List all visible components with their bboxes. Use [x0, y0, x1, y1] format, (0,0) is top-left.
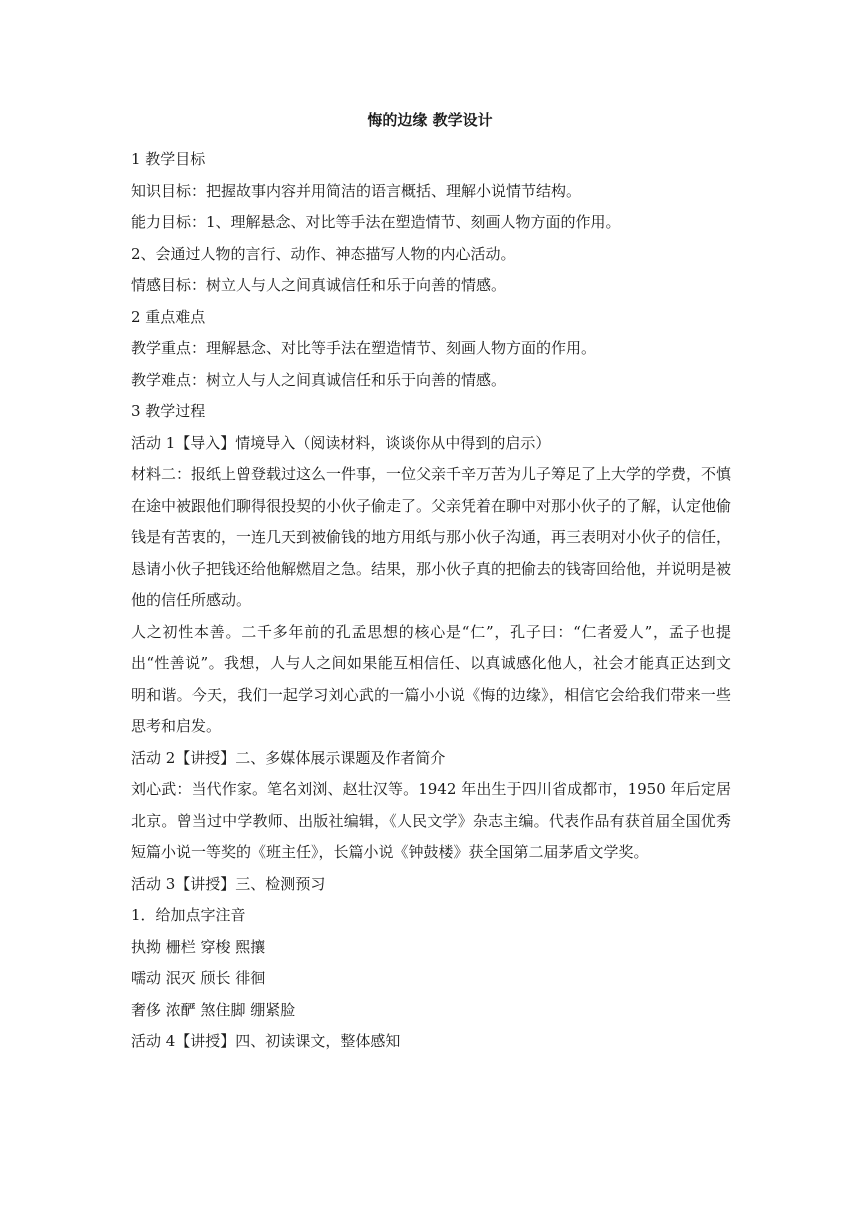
paragraph-knowledge-goal: 知识目标：把握故事内容并用简洁的语言概括、理解小说情节结构。 [131, 181, 582, 200]
word-list-row-1: 执拗 栅栏 穿梭 熙攘 [131, 937, 266, 956]
paragraph-difficulty: 教学难点：树立人与人之间真诚信任和乐于向善的情感。 [131, 370, 507, 389]
paragraph-emotion-goal: 情感目标：树立人与人之间真诚信任和乐于向善的情感。 [131, 276, 507, 294]
paragraph-ability-goal-1: 能力目标：1、理解悬念、对比等手法在塑造情节、刻画人物方面的作用。 [131, 213, 621, 231]
activity-4-heading: 活动 4【讲授】四、初读课文，整体感知 [131, 1032, 401, 1050]
section-heading-process: 3 教学过程 [131, 402, 206, 420]
section-heading-objectives: 1 教学目标 [131, 150, 206, 168]
document-title: 悔的边缘 教学设计 [367, 111, 493, 129]
activity-1-heading: 活动 1【导入】情境导入（阅读材料，谈谈你从中得到的启示） [131, 433, 551, 452]
section-heading-key-points: 2 重点难点 [131, 307, 206, 326]
exercise-pinyin-heading: 1．给加点字注音 [131, 906, 246, 924]
word-list-row-3: 奢侈 浓酽 煞住脚 绷紧脸 [131, 1000, 296, 1019]
paragraph-material-two: 材料二：报纸上曾登载过这么一件事，一位父亲千辛万苦为儿子筹足了上大学的学费，不慎在途中被跟他们聊得很投契的小伙子偷走了。父亲凭着在聊中对那小伙子的了解，认定他偷钱是有苦衷的，一连几天到被偷钱的地方用纸与那小伙子沟通，再三表明对小伙子的信任，恳请小伙子把钱还给他解燃眉之急。结果，那小伙子真的把偷去的钱寄回给他，并说明是被他的信任所感动。 [131, 465, 732, 609]
paragraph-human-nature: 人之初性本善。二千多年前的孔孟思想的核心是“仁”，孔子曰：“仁者爱人”，孟子也提出“性善说”。我想，人与人之间如果能互相信任、以真诚感化他人，社会才能真正达到文明和谐。今天，我们一起学习刘心武的一篇小小说《悔的边缘》，相信它会给我们带来一些思考和启发。 [131, 622, 731, 735]
word-list-row-2: 嚅动 泯灭 颀长 徘徊 [131, 969, 266, 987]
paragraph-ability-goal-2: 2、会通过人物的言行、动作、神态描写人物的内心活动。 [131, 244, 516, 263]
paragraph-key-point: 教学重点：理解悬念、对比等手法在塑造情节、刻画人物方面的作用。 [131, 339, 597, 357]
paragraph-author-intro: 刘心武：当代作家。笔名刘浏、赵壮汉等。1942 年出生于四川省成都市，1950 年后定居北京。曾当过中学教师、出版社编辑，《人民文学》杂志主编。代表作品有获首届全国优秀短篇小说一等奖的《班主任》，长篇小说《钟鼓楼》获全国第二届茅盾文学奖。 [131, 780, 731, 861]
activity-3-heading: 活动 3【讲授】三、检测预习 [131, 874, 326, 893]
activity-2-heading: 活动 2【讲授】二、多媒体展示课题及作者简介 [131, 748, 446, 767]
document-body [131, 144, 731, 1058]
